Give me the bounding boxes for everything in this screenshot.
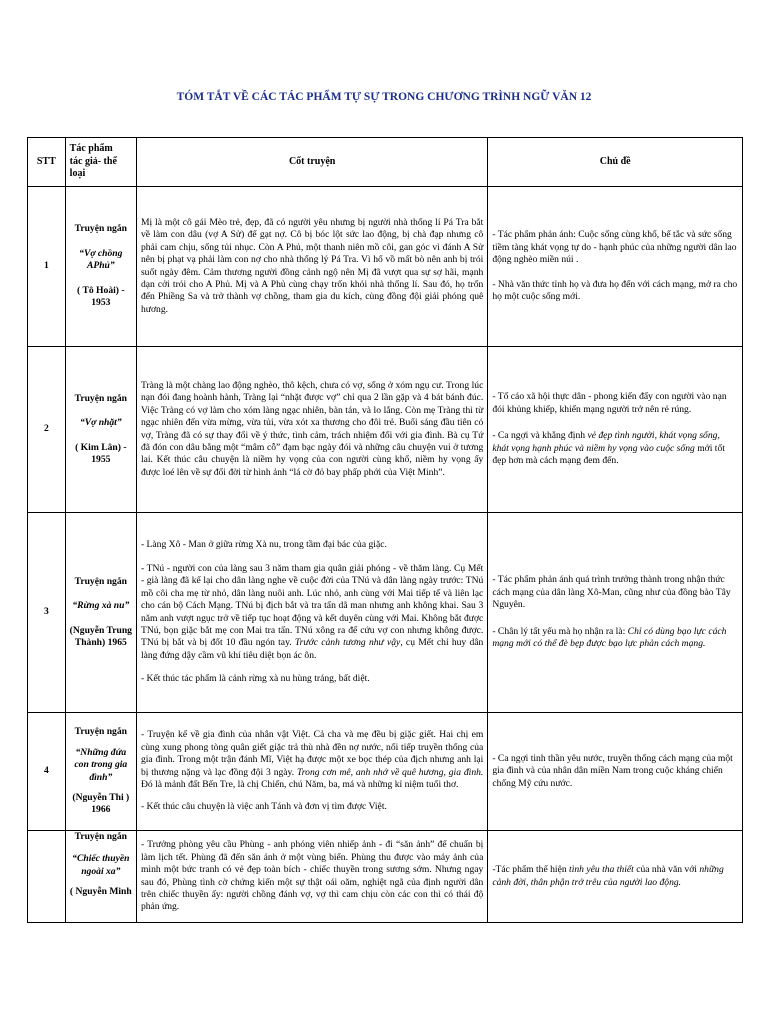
row-number: 3 bbox=[28, 513, 66, 713]
work-cell bbox=[65, 347, 136, 513]
plot-cell bbox=[136, 713, 487, 831]
work-author: (Nguyễn Thi ) 1966 bbox=[72, 791, 130, 816]
theme-text: - Ca ngợi và khẳng định bbox=[492, 430, 588, 442]
theme-cell: - Ca ngợi tinh thần yêu nước, truyền thống cách mạng của một gia đình và của nhân dân miền Nam trong cuộc kháng chiến chống Mỹ cứu nước. bbox=[488, 713, 743, 831]
theme-text: mới tốt đẹp hơn mà cách mạng đem đến. bbox=[492, 442, 725, 467]
work-cell bbox=[65, 831, 136, 923]
work-title: “Vợ nhặt” bbox=[79, 417, 122, 429]
theme-paragraph: - Nhà văn thức tỉnh họ và đưa họ đến với cách mạng, mở ra cho họ một cuộc sống mới. bbox=[492, 278, 738, 303]
header-work bbox=[65, 138, 136, 187]
table-row bbox=[28, 513, 743, 713]
work-cell bbox=[65, 713, 136, 831]
summary-table bbox=[27, 137, 743, 923]
work-title: “Rừng xà nu” bbox=[72, 600, 130, 612]
header-work-line1: Tác phẩm bbox=[69, 143, 113, 155]
theme-emphasis: tình yêu tha thiết bbox=[569, 864, 634, 876]
plot-paragraph: - Kết thúc câu chuyện là việc anh Tánh và đơn vị tìm được Việt. bbox=[140, 801, 387, 813]
theme-cell bbox=[488, 347, 743, 513]
work-title: “Vợ chồng APhủ” bbox=[79, 247, 123, 272]
theme-paragraph bbox=[492, 626, 738, 651]
theme-cell bbox=[488, 187, 743, 347]
plot-emphasis: Trước cảnh tương như vậy bbox=[294, 637, 401, 649]
work-genre: Truyện ngắn bbox=[74, 223, 127, 235]
row-number: 2 bbox=[28, 347, 66, 513]
work-cell bbox=[65, 187, 136, 347]
theme-text: -Tác phẩm thể hiện bbox=[492, 864, 570, 876]
theme-cell bbox=[488, 513, 743, 713]
plot-text: - Truyện kể về gia đình của nhân vật Việt. Cả cha và mẹ đều bị giặc giết. Hai chị em cùng xung phong tòng quân giết giặc trả thù nhà đền nợ nước, nối tiếp truyền thống của gia đình. Trong một trận đánh Mĩ, Việt hạ được một xe bọc thép của địch nhưng anh lại bị thương nặng và lạc đồng đội 3 ngày. bbox=[140, 729, 484, 778]
plot-cell: Tràng là một chàng lao động nghèo, thô kệch, chưa có vợ, sống ở xóm ngụ cư. Trong lúc nạn đói đang hoành hành, Tràng lại “nhặt được vợ” chỉ qua 2 lần gặp và 4 bát bánh đúc. Việc Tràng có vợ làm cho xóm làng ngạc nhiên, bàn tán, và lo lắng. Còn mẹ Tràng thì từ ngạc nhiên đến vừa mừng, vừa tủi, vừa xót xa thương cho đôi trẻ. Buổi sáng đầu tiên có vợ, Tràng đã có sự thay đổi về ý thức, tình cảm, trách nhiệm đối với gia đình. Bà cụ Tứ đã đón con dâu bằng một “mâm cỗ” đạm bạc ngày đói và những câu chuyện vui ở tương lai. Kết thúc câu chuyện là niềm hy vọng của con người cùng khổ, niềm hy vọng ấy được loé lên về sự đổi đời từ hình ảnh “lá cờ đỏ bay phấp phới của Việt Minh”. bbox=[136, 347, 487, 513]
table-row bbox=[28, 831, 743, 923]
plot-emphasis: Trong cơn mê, anh nhớ về quê hương, gia đình. bbox=[296, 766, 484, 778]
work-author: ( Kim Lân) - 1955 bbox=[75, 441, 127, 465]
work-genre: Truyện ngắn bbox=[74, 392, 127, 404]
work-author: ( Tô Hoài) - 1953 bbox=[77, 284, 125, 309]
work-genre: Truyện ngắn bbox=[74, 831, 127, 842]
plot-cell: - Trưởng phòng yêu cầu Phùng - anh phóng viên nhiếp ảnh - đi “săn ảnh” để chuẩn bị làm lịch tết. Phùng đã đến săn ảnh ở một vùng biển. Phùng thu được vào máy ảnh của mình một bức tranh có vẻ đẹp toàn bích - chiếc thuyền trong sương sớm. Nhưng ngay sau đó, Phùng tình cờ chứng kiến một sự thật oái oăm, nghiệt ngã của định người dân trên chiếc thuyền ấy: người chồng đánh vợ, vợ thì cam chịu còn các con thì có thái độ phản ứng. bbox=[136, 831, 487, 923]
work-title: “Chiếc thuyền ngoài xa” bbox=[72, 853, 130, 877]
theme-paragraph: - Tố cáo xã hội thực dân - phong kiến đẩy con người vào nạn đói khủng khiếp, khiến mạng người trở nên rẻ rúng. bbox=[492, 391, 727, 415]
plot-text: , cụ Mết chỉ huy dân làng đứng dậy cầm vũ khí tiêu diệt bọn ác ôn. bbox=[140, 637, 484, 661]
theme-cell bbox=[488, 831, 743, 923]
theme-emphasis: những cảnh đời, thân phận trớ trêu của người lao động. bbox=[492, 864, 724, 888]
theme-text: của nhà văn với bbox=[633, 864, 700, 876]
plot-paragraph: - Làng Xô - Man ở giữa rừng Xà nu, trong tầm đại bác của giặc. bbox=[140, 539, 387, 551]
theme-paragraph: - Tác phẩm phản ánh quá trình trưởng thành trong nhận thức cách mạng của dân làng Xô-Man, cũng như của đồng bào Tây Nguyên. bbox=[492, 574, 731, 611]
table-header-row bbox=[28, 138, 743, 187]
plot-text: - TNú - người con của làng sau 3 năm tham gia quân giải phóng - về thăm làng. Cụ Mết - già làng đã kể lại cho dân làng nghe về cuộc đời của TNú và dân làng ngày trước: TNú mồ côi cha mẹ từ nhỏ, dân làng nuôi anh. Lúc nhỏ, anh cùng với Mai tiếp tế và liên lạc cho cán bộ Cách Mạng. TNú bị địch bắt và tra tấn dã man nhưng anh không khai. Sau 3 năm anh vượt ngục trở về tiếp tục hoạt động và kết duyên cùng với Mai. Không bắt được TNú, bọn giặc bắt mẹ con Mai tra tấn. TNú xông ra để cứu vợ con nhưng không được. TNú bị bắt và bị đốt 10 đầu ngón tay. bbox=[140, 562, 484, 649]
plot-cell: Mị là một cô gái Mèo trẻ, đẹp, đã có người yêu nhưng bị người nhà thống lí Pá Tra bắt về làm con dâu (vợ A Sử) để gạt nợ. Cô bị bóc lột sức lao động, bị chà đạp nhưng cô phải cam chịu, sống tủi nhục. Còn A Phủ, một thanh niên mồ côi, gan góc vì đánh A Sử nên bị phạt vạ phải làm con nợ cho nhà thống lý Pá Tra. Vì hổ vồ mất bò nên anh bị trói suốt ngày đêm. Cảm thương người đồng cảnh ngộ nên Mị đã vượt qua sự sợ hãi, mạnh dạn cởi trói cho A Phủ. Mị và A Phủ cùng chạy trốn khỏi nhà thống lí. Sau đó, họ trốn đến Phiềng Sa và trở thành vợ chồng, tham gia du kích, cùng đồng đội giải phóng quê hương. bbox=[136, 187, 487, 347]
page-title: TÓM TẮT VỀ CÁC TÁC PHẨM TỰ SỰ TRONG CHƯƠNG TRÌNH NGỮ VĂN 12 bbox=[176, 91, 592, 103]
row-number bbox=[28, 831, 66, 923]
header-theme: Chủ đề bbox=[488, 138, 743, 187]
table-row bbox=[28, 713, 743, 831]
work-author: ( Nguyễn Minh bbox=[69, 886, 132, 898]
work-genre: Truyện ngắn bbox=[74, 726, 127, 738]
header-stt: STT bbox=[28, 138, 66, 187]
theme-text: - Chân lý tất yếu mà họ nhận ra là: bbox=[492, 625, 628, 637]
plot-paragraph: - Kết thúc tác phẩm là cảnh rừng xà nu hùng tráng, bất diệt. bbox=[140, 673, 370, 685]
work-genre: Truyện ngắn bbox=[74, 575, 127, 587]
plot-text: Đó là mảnh đất Bến Tre, là chị Chiến, chú Năm, ba, má và những kỉ niệm tuổi thơ. bbox=[140, 778, 459, 790]
work-title: “Những đứa con trong gia đình” bbox=[74, 746, 128, 783]
theme-emphasis: vẻ đẹp tình người, khát vọng sống, khát vọng hạnh phúc và niềm hy vọng vào cuộc sống bbox=[492, 430, 720, 454]
work-author: (Nguyễn Trung Thành) 1965 bbox=[69, 624, 132, 648]
theme-paragraph: - Tác phẩm phản ánh: Cuộc sống cùng khổ, bế tắc và sức sống tiềm tàng khát vọng tự do - hạnh phúc của những người dân lao động nghèo miền núi . bbox=[492, 229, 737, 266]
table-row bbox=[28, 347, 743, 513]
table-row bbox=[28, 187, 743, 347]
theme-emphasis: Chỉ có dùng bạo lực cách mạng mới có thể đè bẹp được bạo lực phản cách mạng. bbox=[492, 625, 727, 650]
plot-cell bbox=[136, 513, 487, 713]
work-cell bbox=[65, 513, 136, 713]
header-work-line2: tác giả- thể loại bbox=[69, 155, 117, 180]
plot-paragraph bbox=[141, 563, 483, 662]
plot-paragraph bbox=[141, 729, 483, 791]
row-number: 4 bbox=[28, 713, 66, 831]
theme-paragraph bbox=[492, 430, 738, 467]
header-plot: Cốt truyện bbox=[136, 138, 487, 187]
row-number: 1 bbox=[28, 187, 66, 347]
